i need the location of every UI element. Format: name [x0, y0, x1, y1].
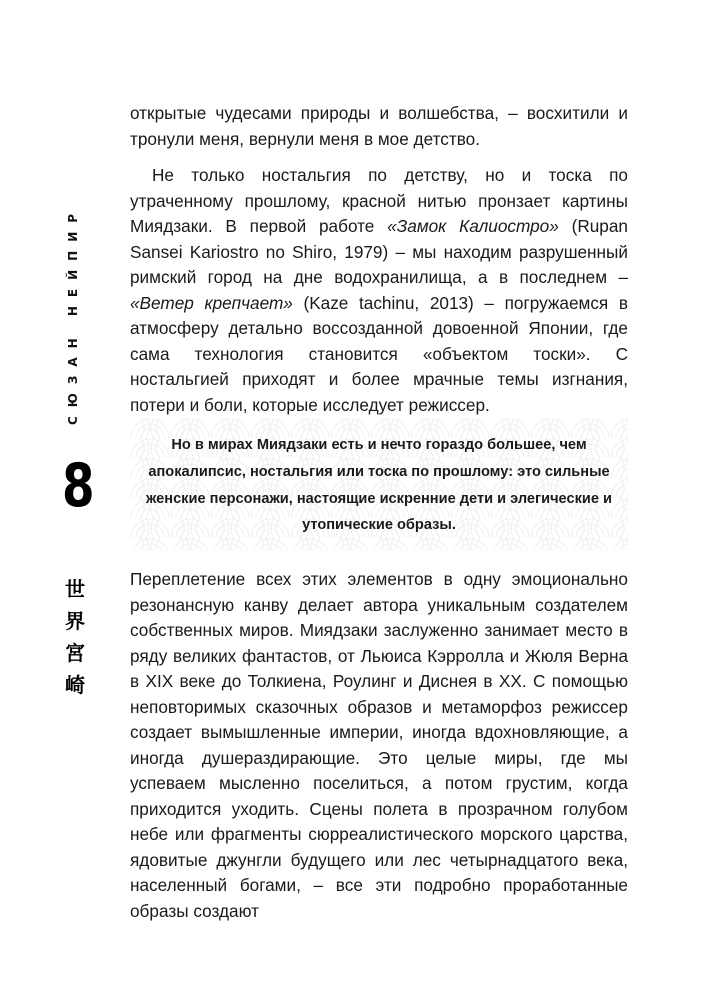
paragraph-3-text: Переплетение всех этих элементов в одну эмоционально резонансную канву делает автора уникальным создателем собственных миров. Миядзаки заслуженно занимает место в ряду великих фантастов, от Льюиса Кэрролла и Жюля Верна в XIX веке до Толкиена, Роулинг и Диснея в XX. С помощью неповторимых сказочных образов и метаморфоз режиссер создает вымышленные империи, иногда вдохновляющие, а иногда душераздирающие. Это целые миры, где мы успеваем мысленно поселиться, а потом грустим, когда приходится уходить. Сцены полета в прозрачном голубом небе или фрагменты сюрреалистического морского царства, ядовитые джунгли будущего или лес четырнадцатого века, населенный богами, – все эти подробно проработанные образы создают	[130, 569, 628, 921]
film-title-the-wind-rises: «Ветер крепчает»	[130, 292, 293, 313]
page-number: 8	[61, 451, 95, 521]
paragraph-nostalgia	[130, 163, 628, 418]
running-header-author	[61, 200, 85, 430]
kanji-char: 世	[65, 577, 85, 601]
paragraph-continued	[130, 101, 628, 152]
kanji-column	[60, 573, 90, 701]
pull-quote-text: Но в мирах Миядзаки есть и нечто гораздо большее, чем апокалипсис, ностальгия или тоска по прошлому: это сильные женские персонажи, настоящие искренние дети и элегические и утопические образы.	[145, 437, 613, 534]
paragraph-2-part-3: (Kaze tachinu, 2013) – погружаемся в атмосферу детально воссозданной довоенной Японии, где сама технология становится «объектом тоски». С ностальгией приходят и более мрачные темы изгнания, потери и боли, которые исследует режиссер.	[130, 292, 628, 415]
paragraph-2-part-1: Не только ностальгия по детству, но и тоска по утраченному прошлому, красной нитью пронзает картины Миядзаки. В первой работе	[130, 165, 628, 236]
paragraph-2-part-2: (Rupan Sansei Kariostro no Shiro, 1979) – мы находим разрушенный римский город на дне водохранилища, а в последнем –	[130, 216, 628, 287]
kanji-char: 崎	[65, 673, 85, 697]
paragraph-worlds	[130, 567, 628, 924]
paragraph-2-text	[130, 163, 628, 418]
kanji-char: 宮	[65, 641, 85, 665]
author-name: СЮЗАН НЕЙПИР	[66, 204, 80, 426]
film-title-castle-of-cagliostro: «Замок Калиостро»	[387, 216, 559, 236]
pull-quote	[130, 418, 628, 550]
kanji-char: 界	[65, 609, 85, 633]
paragraph-1-text: открытые чудесами природы и волшебства, – восхитили и тронули меня, вернули меня в мое детство.	[130, 103, 628, 149]
